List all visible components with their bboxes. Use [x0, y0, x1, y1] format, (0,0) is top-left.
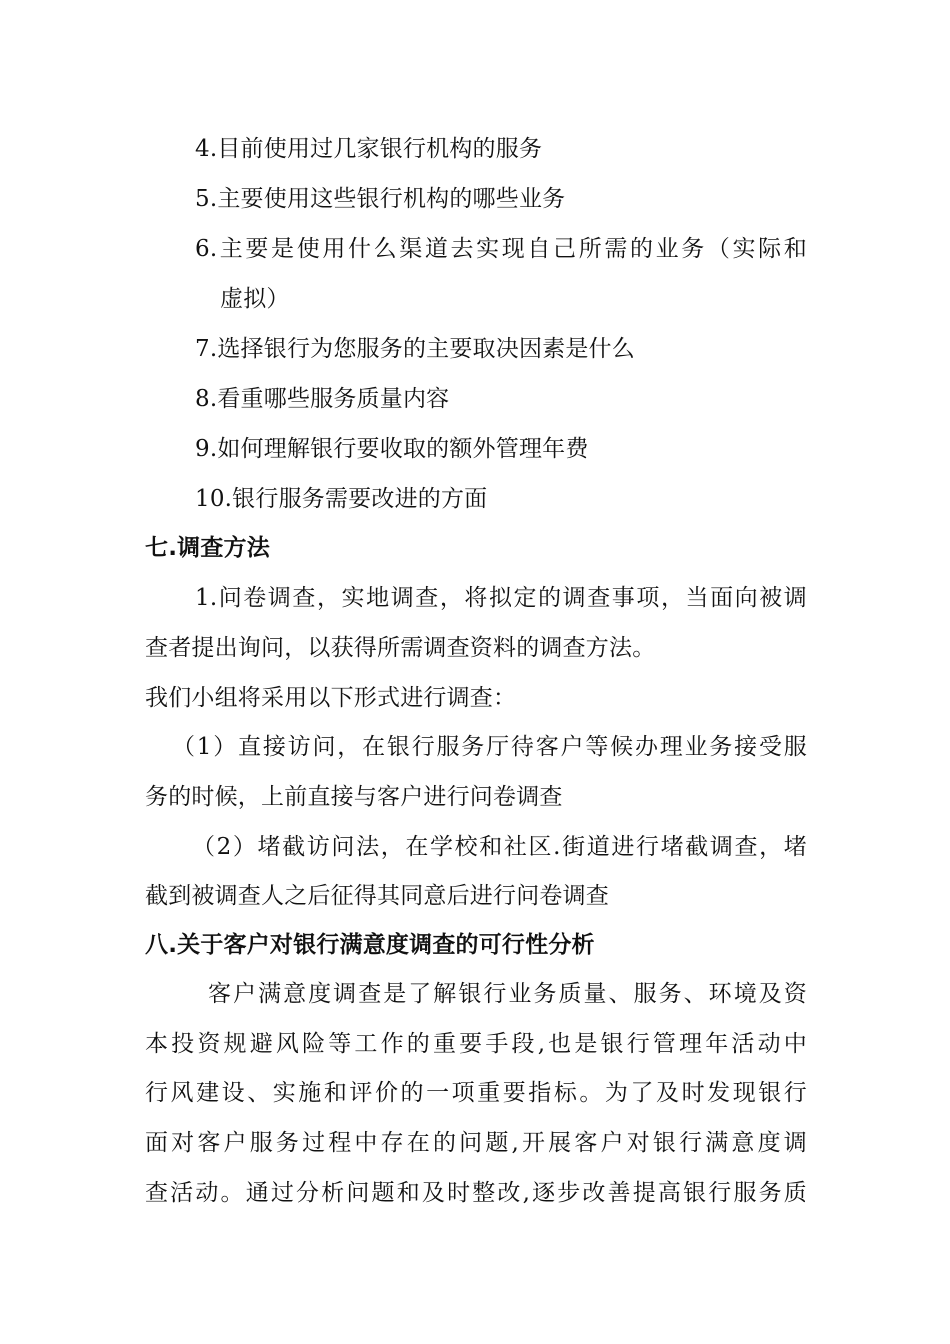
list-item: 8.看重哪些服务质量内容 — [195, 386, 450, 412]
paragraph-line: 客户满意度调查是了解银行业务质量、服务、环境及资 — [208, 981, 807, 1007]
paragraph-line: 本投资规避风险等工作的重要手段,也是银行管理年活动中 — [145, 1031, 807, 1057]
section-heading-methods: 七.调查方法 — [145, 535, 270, 561]
paragraph-line: 面对客户服务过程中存在的问题,开展客户对银行满意度调 — [145, 1130, 807, 1156]
list-item: 7.选择银行为您服务的主要取决因素是什么 — [195, 336, 635, 362]
section-heading-feasibility: 八.关于客户对银行满意度调查的可行性分析 — [145, 932, 595, 958]
list-item: 4.目前使用过几家银行机构的服务 — [195, 136, 543, 162]
list-item: 6.主要是使用什么渠道去实现自己所需的业务（实际和 — [195, 236, 807, 262]
list-item: 5.主要使用这些银行机构的哪些业务 — [195, 186, 566, 212]
paragraph-line: 查活动。通过分析问题和及时整改,逐步改善提高银行服务质 — [145, 1180, 807, 1206]
paragraph-line: （2）堵截访问法，在学校和社区.街道进行堵截调查，堵 — [192, 834, 807, 860]
list-item: 10.银行服务需要改进的方面 — [195, 486, 488, 512]
paragraph-line: 务的时候，上前直接与客户进行问卷调查 — [145, 784, 563, 810]
paragraph-line: 查者提出询问，以获得所需调查资料的调查方法。 — [145, 635, 656, 661]
paragraph-line: 截到被调查人之后征得其同意后进行问卷调查 — [145, 883, 609, 909]
paragraph-line: 我们小组将采用以下形式进行调查： — [145, 685, 517, 711]
list-item-continuation: 虚拟） — [220, 286, 290, 312]
paragraph-line: （1）直接访问，在银行服务厅待客户等候办理业务接受服 — [172, 734, 807, 760]
list-item: 9.如何理解银行要收取的额外管理年费 — [195, 436, 589, 462]
paragraph-line: 1.问卷调查，实地调查，将拟定的调查事项，当面向被调 — [195, 585, 807, 611]
paragraph-line: 行风建设、实施和评价的一项重要指标。为了及时发现银行 — [145, 1080, 807, 1106]
